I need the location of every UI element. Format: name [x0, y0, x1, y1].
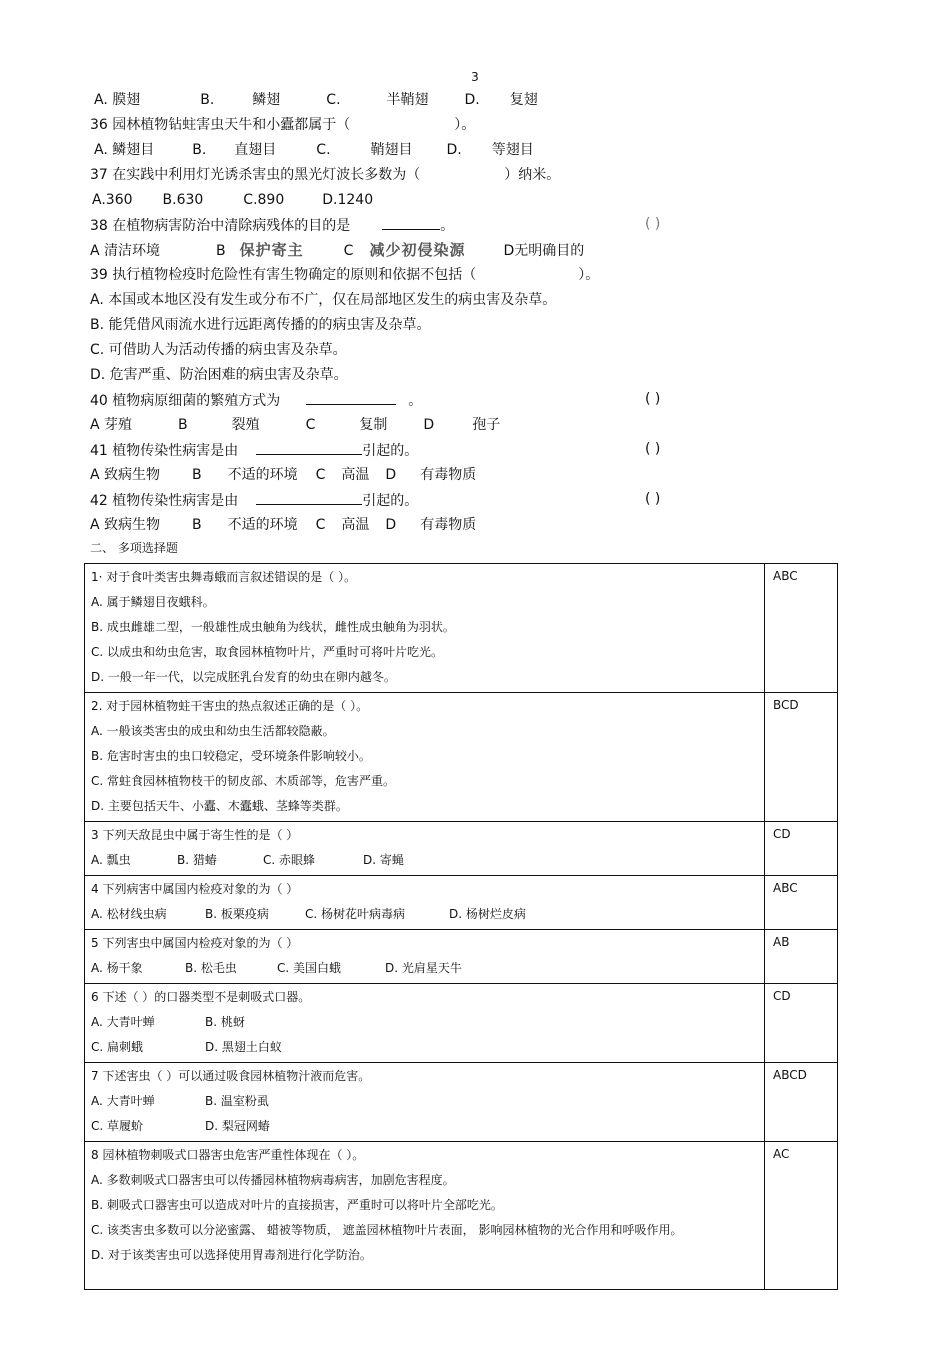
- question-cell: [85, 876, 765, 930]
- q36-options: [90, 141, 534, 159]
- option: B. 危害时害虫的虫口较稳定，受环境条件影响较小。: [91, 749, 371, 763]
- option: A 清洁环境: [90, 243, 161, 259]
- option: A. 一般该类害虫的成虫和幼虫生活都较隐蔽。: [91, 724, 335, 738]
- question-cell: [85, 822, 765, 876]
- option: A. 杨干象: [91, 961, 143, 975]
- answer-cell: ABC: [765, 876, 838, 930]
- option: C: [315, 467, 326, 483]
- answer-parentheses: ( ): [645, 216, 661, 232]
- question-41: [90, 441, 418, 460]
- option: A. 多数刺吸式口器害虫可以传播园林植物病毒病害，加剧危害程度。: [91, 1173, 455, 1187]
- answer-cell: AC: [765, 1142, 838, 1290]
- option: 保护寄主: [239, 241, 304, 259]
- table-row: [85, 564, 838, 693]
- option: C: [315, 517, 326, 533]
- option: B. 刺吸式口器害虫可以造成对叶片的直接损害，严重时可以将叶片全部吃光。: [91, 1198, 503, 1212]
- option: B: [192, 517, 202, 533]
- option: C. 草履蚧: [91, 1119, 144, 1133]
- option: 有毒物质: [420, 467, 477, 483]
- option: D. 杨树烂皮病: [449, 907, 526, 921]
- option: A. 松材线虫病: [91, 907, 167, 921]
- option: 有毒物质: [420, 517, 477, 533]
- question-close: ）。: [454, 117, 476, 133]
- page-number: 3: [471, 70, 479, 84]
- option: 高温: [341, 517, 370, 533]
- option: B. 能凭借风雨流水进行远距离传播的的病虫害及杂草。: [90, 317, 431, 333]
- answer-blank: [382, 216, 440, 230]
- option: 裂殖: [231, 417, 260, 433]
- option: C. 常蛀食园林植物枝干的韧皮部、木质部等，危害严重。: [91, 774, 396, 788]
- option: D.1240: [322, 192, 374, 208]
- option: B. 板栗疫病: [205, 907, 269, 921]
- option: D. 光肩星天牛: [385, 961, 462, 975]
- q41-options: [90, 466, 476, 484]
- option: D: [385, 517, 397, 533]
- option: 不适的环境: [227, 517, 298, 533]
- option: D无明确目的: [503, 243, 585, 259]
- option: B.: [192, 142, 207, 158]
- options-row: [91, 1037, 758, 1062]
- answer-cell: AB: [765, 930, 838, 984]
- option: 直翅目: [234, 142, 277, 158]
- table-row: [85, 1063, 838, 1142]
- question-42: [90, 491, 418, 510]
- question-close: 引起的。: [362, 493, 419, 509]
- question-stem: 6 下述（ ）的口器类型不是刺吸式口器。: [91, 990, 311, 1004]
- option: D. 寄蝇: [363, 853, 404, 867]
- question-stem: 38 在植物病害防治中清除病残体的目的是: [90, 218, 351, 234]
- table-row: [85, 930, 838, 984]
- option: 鳞翅: [252, 92, 281, 108]
- question-cell: [85, 564, 765, 693]
- question-cell: [85, 984, 765, 1063]
- question-stem: 39 执行植物检疫时危险性有害生物确定的原则和依据不包括（: [90, 267, 477, 283]
- question-stem: 5 下列害虫中属国内检疫对象的为（ ）: [91, 936, 299, 950]
- option: B: [192, 467, 202, 483]
- question-stem: 42 植物传染性病害是由: [90, 493, 239, 509]
- multi-choice-table: [84, 563, 838, 1290]
- q37-options: [90, 191, 373, 209]
- option: B: [216, 243, 226, 259]
- q38-options: [90, 241, 584, 260]
- option: A. 大青叶蝉: [91, 1015, 155, 1029]
- table-row: [85, 984, 838, 1063]
- question-stem: 8 园林植物刺吸式口器害虫危害严重性体现在（ ）。: [91, 1148, 365, 1162]
- option: D. 一般一年一代，以完成胚乳台发育的幼虫在卵内越冬。: [91, 670, 396, 684]
- question-stem: 4 下列病害中属国内检疫对象的为（ ）: [91, 882, 299, 896]
- q42-options: [90, 516, 476, 534]
- question-close: 。: [440, 218, 455, 234]
- options-row: [91, 1012, 758, 1037]
- answer-cell: BCD: [765, 693, 838, 822]
- option: D: [423, 417, 435, 433]
- option: B. 猎蝽: [177, 853, 217, 867]
- question-close: ）。: [578, 267, 600, 283]
- options-row: [91, 850, 758, 875]
- answer-blank: [256, 441, 362, 455]
- question-stem: 41 植物传染性病害是由: [90, 443, 239, 459]
- answer-blank: [306, 391, 396, 405]
- question-stem: 37 在实践中利用灯光诱杀害虫的黑光灯波长多数为（: [90, 167, 421, 183]
- table-row: [85, 1142, 838, 1290]
- question-stem: 1· 对于食叶类害虫舞毒蛾而言叙述错误的是（ ）。: [91, 570, 357, 584]
- option: B.: [200, 92, 215, 108]
- option: B. 温室粉虱: [205, 1094, 269, 1108]
- q35-options: [90, 91, 538, 109]
- option: 半鞘翅: [386, 92, 429, 108]
- option: C: [343, 243, 354, 259]
- options-row: [91, 904, 758, 929]
- question-cell: [85, 1063, 765, 1142]
- option: C: [305, 417, 316, 433]
- question-37: [90, 166, 560, 184]
- option: A 致病生物: [90, 517, 161, 533]
- answer-parentheses: ( ): [645, 491, 661, 507]
- question-close: 。: [408, 393, 423, 409]
- section-heading: 二、 多项选择题: [90, 541, 178, 555]
- answer-cell: ABC: [765, 564, 838, 693]
- option: D. 主要包括天牛、小蠹、木蠹蛾、茎蜂等类群。: [91, 799, 348, 813]
- question-stem: 2. 对于园林植物蛀干害虫的热点叙述正确的是（ ）。: [91, 699, 369, 713]
- option: 减少初侵染源: [369, 241, 466, 259]
- question-38: [90, 216, 454, 235]
- option: D.: [446, 142, 462, 158]
- option: 等翅目: [491, 142, 534, 158]
- option: A. 瓢虫: [91, 853, 131, 867]
- answer-cell: ABCD: [765, 1063, 838, 1142]
- option: B. 成虫雌雄二型，一般雄性成虫触角为线状，雌性成虫触角为羽状。: [91, 620, 455, 634]
- question-36: [90, 116, 475, 134]
- option: B.630: [162, 192, 204, 208]
- option: D. 对于该类害虫可以选择使用胃毒剂进行化学防治。: [91, 1248, 372, 1262]
- option: 不适的环境: [227, 467, 298, 483]
- question-cell: [85, 693, 765, 822]
- option: C.: [316, 142, 331, 158]
- option: C. 以成虫和幼虫危害，取食园林植物叶片，严重时可将叶片吃光。: [91, 645, 444, 659]
- option: A 芽殖: [90, 417, 133, 433]
- option: B. 松毛虫: [185, 961, 237, 975]
- table-row: [85, 822, 838, 876]
- option: 孢子: [472, 417, 501, 433]
- q40-options: [90, 416, 500, 434]
- option: C. 该类害虫多数可以分泌蜜露、 蜡被等物质， 遮盖园林植物叶片表面， 影响园林植物的光合作用和呼吸作用。: [91, 1223, 683, 1237]
- table-row: [85, 693, 838, 822]
- option: 复翅: [509, 92, 538, 108]
- option: D. 黑翅土白蚁: [205, 1040, 282, 1054]
- option: A.360: [92, 192, 133, 208]
- table-row: [85, 876, 838, 930]
- option: C. 赤眼蜂: [263, 853, 316, 867]
- option: A 致病生物: [90, 467, 161, 483]
- option: D. 危害严重、防治困难的病虫害及杂草。: [90, 367, 348, 383]
- question-stem: 40 植物病原细菌的繁殖方式为: [90, 393, 281, 409]
- answer-cell: CD: [765, 822, 838, 876]
- question-close: 引起的。: [362, 443, 419, 459]
- question-cell: [85, 1142, 765, 1290]
- question-40: [90, 391, 422, 410]
- option: D: [385, 467, 397, 483]
- option: D.: [464, 92, 480, 108]
- answer-blank: [256, 491, 362, 505]
- option: A. 膜翅: [94, 92, 141, 108]
- option: C. 可借助人为活动传播的病虫害及杂草。: [90, 342, 347, 358]
- option: D. 梨冠网蝽: [205, 1119, 270, 1133]
- option: A. 大青叶蝉: [91, 1094, 155, 1108]
- answer-cell: CD: [765, 984, 838, 1063]
- option: C. 美国白蛾: [277, 961, 342, 975]
- options-row: [91, 958, 758, 983]
- option: 高温: [341, 467, 370, 483]
- answer-parentheses: ( ): [645, 441, 661, 457]
- option: C. 扁刺蛾: [91, 1040, 144, 1054]
- option: A. 本国或本地区没有发生或分布不广，仅在局部地区发生的病虫害及杂草。: [90, 292, 557, 308]
- question-stem: 36 园林植物钻蛀害虫天牛和小蠹都属于（: [90, 117, 351, 133]
- option: A. 属于鳞翅目夜蛾科。: [91, 595, 215, 609]
- question-close: ）纳米。: [504, 167, 561, 183]
- option: B. 桃蚜: [205, 1015, 245, 1029]
- question-39: [90, 266, 599, 284]
- question-stem: 7 下述害虫（ ）可以通过吸食园林植物汁液而危害。: [91, 1069, 371, 1083]
- option: 复制: [359, 417, 388, 433]
- question-cell: [85, 930, 765, 984]
- option: 鞘翅目: [370, 142, 413, 158]
- options-row: [91, 1091, 758, 1116]
- options-row: [91, 1116, 758, 1141]
- option: B: [178, 417, 188, 433]
- question-stem: 3 下列天敌昆虫中属于寄生性的是（ ）: [91, 828, 299, 842]
- answer-parentheses: ( ): [645, 391, 661, 407]
- option: C.890: [243, 192, 285, 208]
- option: C. 杨树花叶病毒病: [305, 907, 406, 921]
- option: A. 鳞翅目: [94, 142, 155, 158]
- option: C.: [326, 92, 341, 108]
